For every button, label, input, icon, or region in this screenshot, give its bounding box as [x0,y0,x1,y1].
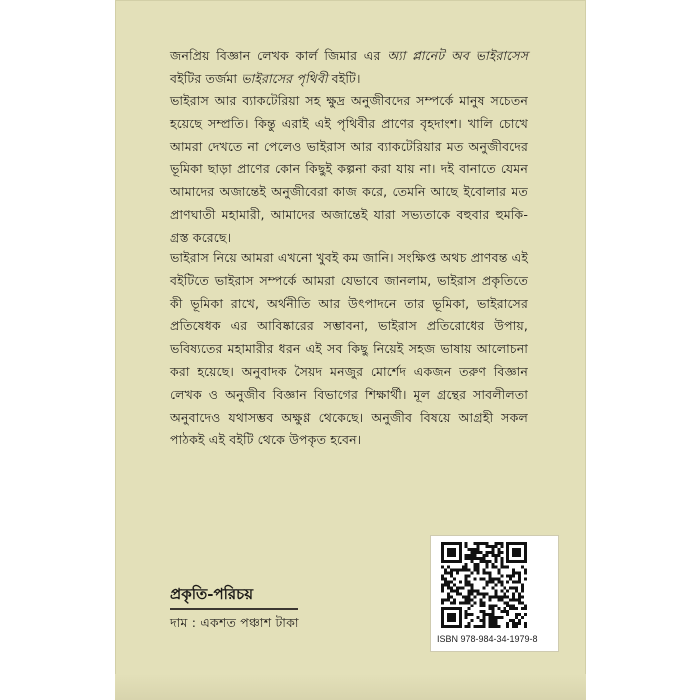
blurb-intro [170,45,528,91]
blurb-intro-text: জনপ্রিয় বিজ্ঞান লেখক কার্ল জিমার এর [170,48,388,63]
translated-title: ভাইরাসের পৃথিবী [241,70,328,86]
book-back-cover [115,0,586,700]
blurb-paragraph-microbes: ভাইরাস আর ব্যাকটেরিয়া সহ ক্ষুদ্র অনুজীবদের সম্পর্কে মানুষ সচেতন হয়েছে সম্প্রতি। কিন্তু এরাই এই পৃথিবীর প্রাণের বৃহদাংশ। খালি চোখে আমরা দেখতে না পেলেও ভাইরাস আর ব্যাকটেরিয়ার মত অনুজীবদের ভূমিকা ছাড়া প্রাণের কোন কিছুই কল্পনা করা যায় না। দই বানাতে যেমন আমাদের অজান্তেই অনুজীবেরা কাজ করে, তেমনি আছে ইবোলার মত প্রাণঘাতী মহামারী, আমাদের অজান্তেই যারা সভ্যতাকে বহুবার হুমকি-গ্রস্ত করেছে। [170,93,528,245]
qr-code-icon [441,542,527,628]
blurb-intro-text: বইটির তর্জমা [170,70,242,86]
publisher-name: প্রকৃতি-পরিচয় [170,585,254,603]
original-title: অ্যা প্লানেট অব ভাইরাসেস [387,48,529,63]
price-label: দাম : একশত পঞ্চাশ টাকা [170,615,299,630]
divider [170,608,298,610]
blurb-paragraph-book: ভাইরাস নিয়ে আমরা এখনো খুবই কম জানি। সংক্ষিপ্ত অথচ প্রাণবন্ত এই বইটিতে ভাইরাস সম্পর্কে আমরা যেভাবে জানলাম, ভাইরাস প্রকৃতিতে কী ভূমিকা রাখে, অর্থনীতি আর উৎপাদনে তার ভূমিকা, ভাইরাসের প্রতিষেধক এর আবিষ্কারের সম্ভাবনা, ভাইরাস প্রতিরোধের উপায়, ভবিষ্যতের মহামারীর ধরন এই সব কিছু নিয়েই সহজ ভাষায় আলোচনা করা হয়েছে। অনুবাদক সৈয়দ মনজুর মোর্শেদ একজন তরুণ বিজ্ঞান লেখক ও অনুজীব বিজ্ঞান বিভাগের শিক্ষার্থী। মূল গ্রন্থের সাবলীলতা অনুবাদেও যথাসম্ভব অক্ষুণ্ণ থেকেছে। অনুজীব বিষয়ে আগ্রহী সকল পাঠকই এই বইটি থেকে উপকৃত হবেন। [170,250,528,448]
blurb-intro-text: বইটি। [327,70,361,86]
isbn-number: ISBN 978-984-34-1979-8 [437,634,538,644]
qr-code-panel [430,535,559,652]
